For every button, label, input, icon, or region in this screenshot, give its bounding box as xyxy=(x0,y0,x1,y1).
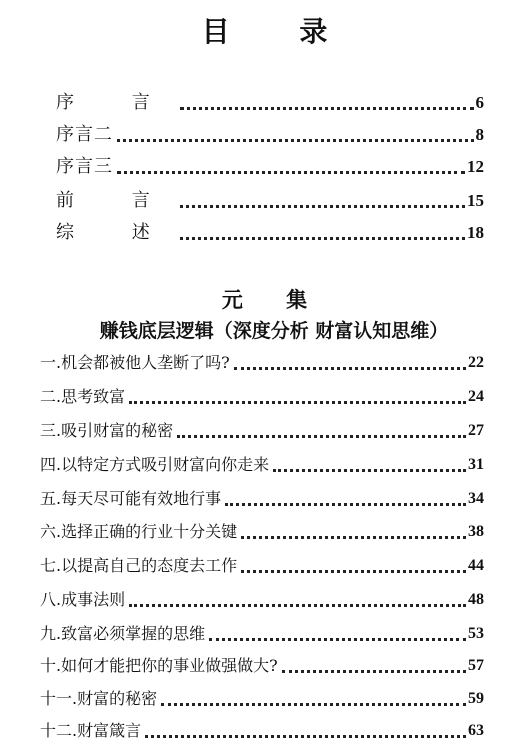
dot-leader xyxy=(241,570,466,573)
entry-page-number: 63 xyxy=(468,722,484,739)
chapter-item[interactable] xyxy=(40,651,484,677)
chapter-item[interactable] xyxy=(40,484,484,510)
dot-leader xyxy=(234,367,466,370)
entry-page-number: 12 xyxy=(467,157,484,176)
front-matter-item[interactable] xyxy=(56,88,484,114)
entry-page-number: 15 xyxy=(467,191,484,210)
entry-page-number: 44 xyxy=(468,557,484,574)
dot-leader xyxy=(161,703,466,706)
entry-page-number: 22 xyxy=(468,354,484,371)
entry-label: 十.如何才能把你的事业做强做大? xyxy=(40,656,278,675)
front-matter-item[interactable] xyxy=(56,120,484,146)
dot-leader xyxy=(129,401,466,404)
dot-leader xyxy=(117,139,474,142)
dot-leader xyxy=(180,237,465,240)
dot-leader xyxy=(117,171,465,174)
entry-label: 综 述 xyxy=(56,222,176,243)
dot-leader xyxy=(180,107,474,110)
entry-label: 序言三 xyxy=(56,156,113,177)
chapter-item[interactable] xyxy=(40,551,484,577)
front-matter-item[interactable] xyxy=(56,152,484,178)
dot-leader xyxy=(209,638,466,641)
volume-title: 元 集 xyxy=(221,287,326,312)
entry-page-number: 48 xyxy=(468,591,484,608)
entry-label: 八.成事法则 xyxy=(40,590,126,609)
entry-label: 一.机会都被他人垄断了吗? xyxy=(40,353,230,372)
entry-label: 六.选择正确的行业十分关键 xyxy=(40,522,238,541)
entry-label: 三.吸引财富的秘密 xyxy=(40,421,174,440)
entry-label: 十二.财富箴言 xyxy=(40,721,142,740)
volume-subtitle: 赚钱底层逻辑（深度分析 财富认知思维） xyxy=(99,320,449,342)
entry-page-number: 38 xyxy=(468,523,484,540)
entry-label: 序 言 xyxy=(56,92,176,113)
entry-label: 序言二 xyxy=(56,124,113,145)
chapter-item[interactable] xyxy=(40,585,484,611)
entry-page-number: 6 xyxy=(475,93,484,112)
dot-leader xyxy=(273,469,466,472)
entry-label: 前 言 xyxy=(56,190,176,211)
chapter-item[interactable] xyxy=(40,716,484,742)
chapter-item[interactable] xyxy=(40,450,484,476)
front-matter-item[interactable] xyxy=(56,218,484,244)
entry-label: 七.以提高自己的态度去工作 xyxy=(40,556,238,575)
dot-leader xyxy=(225,503,466,506)
dot-leader xyxy=(180,205,465,208)
entry-label: 五.每天尽可能有效地行事 xyxy=(40,489,222,508)
chapter-item[interactable] xyxy=(40,517,484,543)
dot-leader xyxy=(282,670,466,673)
toc-title: 目 录 xyxy=(201,15,358,48)
entry-page-number: 31 xyxy=(468,456,484,473)
chapter-item[interactable] xyxy=(40,619,484,645)
entry-page-number: 53 xyxy=(468,625,484,642)
dot-leader xyxy=(241,536,466,539)
entry-page-number: 27 xyxy=(468,422,484,439)
entry-label: 二.思考致富 xyxy=(40,387,126,406)
entry-page-number: 18 xyxy=(467,223,484,242)
chapter-item[interactable] xyxy=(40,684,484,710)
entry-label: 十一.财富的秘密 xyxy=(40,689,158,708)
entry-label: 四.以特定方式吸引财富向你走来 xyxy=(40,455,270,474)
entry-page-number: 57 xyxy=(468,657,484,674)
chapter-item[interactable] xyxy=(40,348,484,374)
dot-leader xyxy=(177,435,466,438)
entry-label: 九.致富必须掌握的思维 xyxy=(40,624,206,643)
entry-page-number: 24 xyxy=(468,388,484,405)
front-matter-item[interactable] xyxy=(56,186,484,212)
entry-page-number: 8 xyxy=(475,125,484,144)
chapter-item[interactable] xyxy=(40,382,484,408)
chapter-item[interactable] xyxy=(40,416,484,442)
dot-leader xyxy=(129,604,466,607)
entry-page-number: 59 xyxy=(468,690,484,707)
entry-page-number: 34 xyxy=(468,490,484,507)
dot-leader xyxy=(145,735,466,738)
